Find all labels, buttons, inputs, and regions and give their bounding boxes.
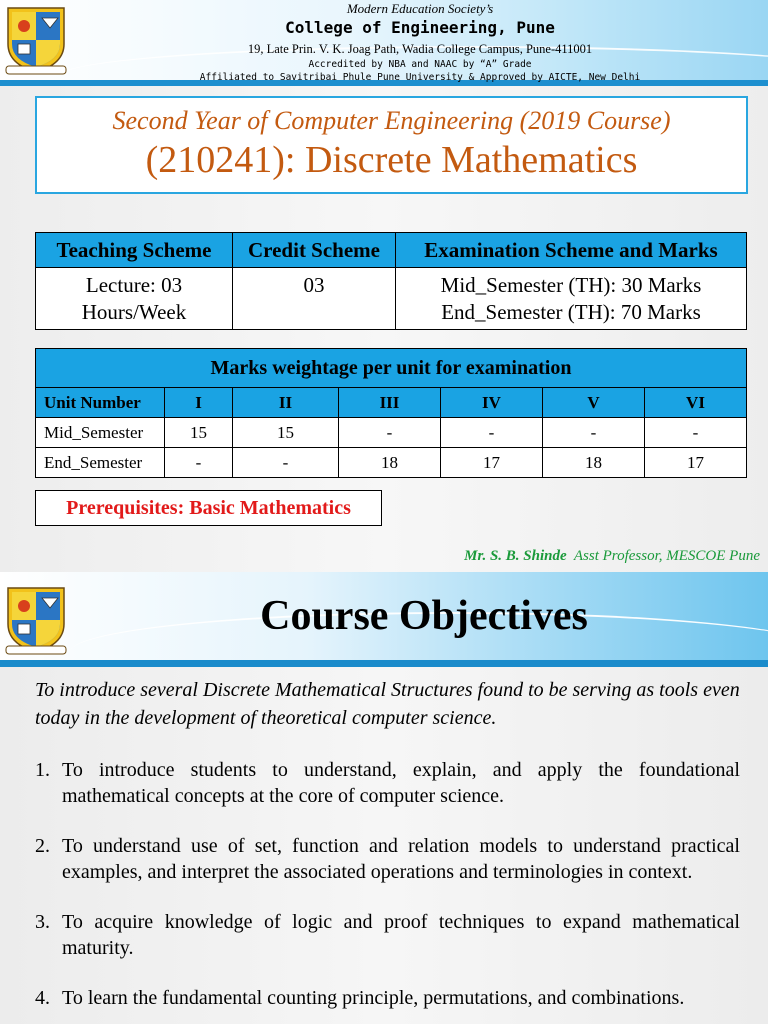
objectives-header: [0, 572, 768, 667]
table-cell: 17: [645, 448, 747, 478]
header-unit-6: VI: [645, 388, 747, 418]
header-exam-scheme: Examination Scheme and Marks: [396, 233, 747, 268]
objective-number: 2.: [35, 835, 50, 857]
exam-scheme-value: [396, 268, 747, 330]
credit-scheme-value: 03: [233, 268, 396, 330]
college-header: [0, 0, 768, 86]
objective-text: To acquire knowledge of logic and proof techniques to expand mathematical maturity.: [62, 911, 740, 959]
table-row: [36, 448, 747, 478]
course-subtitle: Second Year of Computer Engineering (2019 Course): [112, 106, 671, 135]
header-unit-5: V: [543, 388, 645, 418]
table-cell: 18: [339, 448, 441, 478]
header-unit-3: III: [339, 388, 441, 418]
author-credit: [464, 548, 760, 565]
header-unit-1: I: [165, 388, 233, 418]
objective-number: 1.: [35, 759, 50, 781]
marks-table-caption-row: [36, 349, 747, 388]
list-item: [35, 833, 740, 885]
list-item: [35, 909, 740, 961]
objective-text: To learn the fundamental counting principle, permutations, and combinations.: [62, 987, 685, 1009]
marks-weightage-table: [35, 348, 747, 478]
end-semester-marks: End_Semester (TH): 70 Marks: [441, 300, 701, 324]
marks-table-caption: Marks weightage per unit for examination: [36, 349, 747, 388]
society-name: Modern Education Society’s: [346, 1, 494, 16]
table-row: [36, 418, 747, 448]
objective-number: 4.: [35, 987, 50, 1009]
header-teaching-scheme: Teaching Scheme: [36, 233, 233, 268]
mid-semester-marks: Mid_Semester (TH): 30 Marks: [440, 273, 702, 297]
list-item: [35, 985, 740, 1011]
affiliation-line: Affiliated to Savitribai Phule Pune University & Approved by AICTE, New Delhi: [199, 72, 641, 83]
header-unit-2: II: [233, 388, 339, 418]
author-name: Mr. S. B. Shinde: [464, 548, 567, 564]
course-title: (210241): Discrete Mathematics: [145, 139, 638, 181]
objectives-title: Course Objectives: [260, 593, 588, 639]
table-cell: 15: [233, 418, 339, 448]
table-cell: 18: [543, 448, 645, 478]
author-role: Asst Professor, MESCOE Pune: [573, 548, 760, 564]
objective-text: To introduce students to understand, explain, and apply the foundational mathematical concepts at the core of computer science.: [62, 759, 740, 807]
scheme-table-header: [36, 233, 747, 268]
header-unit-4: IV: [441, 388, 543, 418]
marks-table-header: [36, 388, 747, 418]
table-cell: -: [543, 418, 645, 448]
college-logo: [4, 4, 68, 76]
objectives-intro: To introduce several Discrete Mathematical Structures found to be serving as tools even today in the development of theoretical computer science.: [35, 679, 740, 729]
header-credit-scheme: Credit Scheme: [233, 233, 396, 268]
slide-course-objectives: [0, 572, 768, 1024]
prerequisites-box: Prerequisites: Basic Mathematics: [35, 490, 382, 526]
header-unit-number: Unit Number: [36, 388, 165, 418]
row-label: Mid_Semester: [36, 418, 165, 448]
objective-number: 3.: [35, 911, 50, 933]
college-address: 19, Late Prin. V. K. Joag Path, Wadia College Campus, Pune-411001: [247, 42, 593, 56]
table-cell: 15: [165, 418, 233, 448]
table-cell: -: [441, 418, 543, 448]
accreditation-line: Accredited by NBA and NAAC by “A” Grade: [308, 59, 532, 70]
course-title-box: [35, 96, 748, 194]
scheme-table: [35, 232, 747, 330]
header-bar: [0, 660, 768, 667]
table-cell: -: [165, 448, 233, 478]
row-label: End_Semester: [36, 448, 165, 478]
table-cell: -: [233, 448, 339, 478]
objective-text: To understand use of set, function and relation models to understand practical examples, and interpret the associated operations and terminologies in context.: [62, 835, 740, 883]
table-cell: -: [339, 418, 441, 448]
teaching-scheme-value: Lecture: 03 Hours/Week: [36, 268, 233, 330]
college-name: College of Engineering, Pune: [285, 18, 555, 37]
table-cell: -: [645, 418, 747, 448]
table-cell: 17: [441, 448, 543, 478]
list-item: [35, 757, 740, 809]
scheme-table-row: [36, 268, 747, 330]
college-logo: [4, 584, 68, 656]
